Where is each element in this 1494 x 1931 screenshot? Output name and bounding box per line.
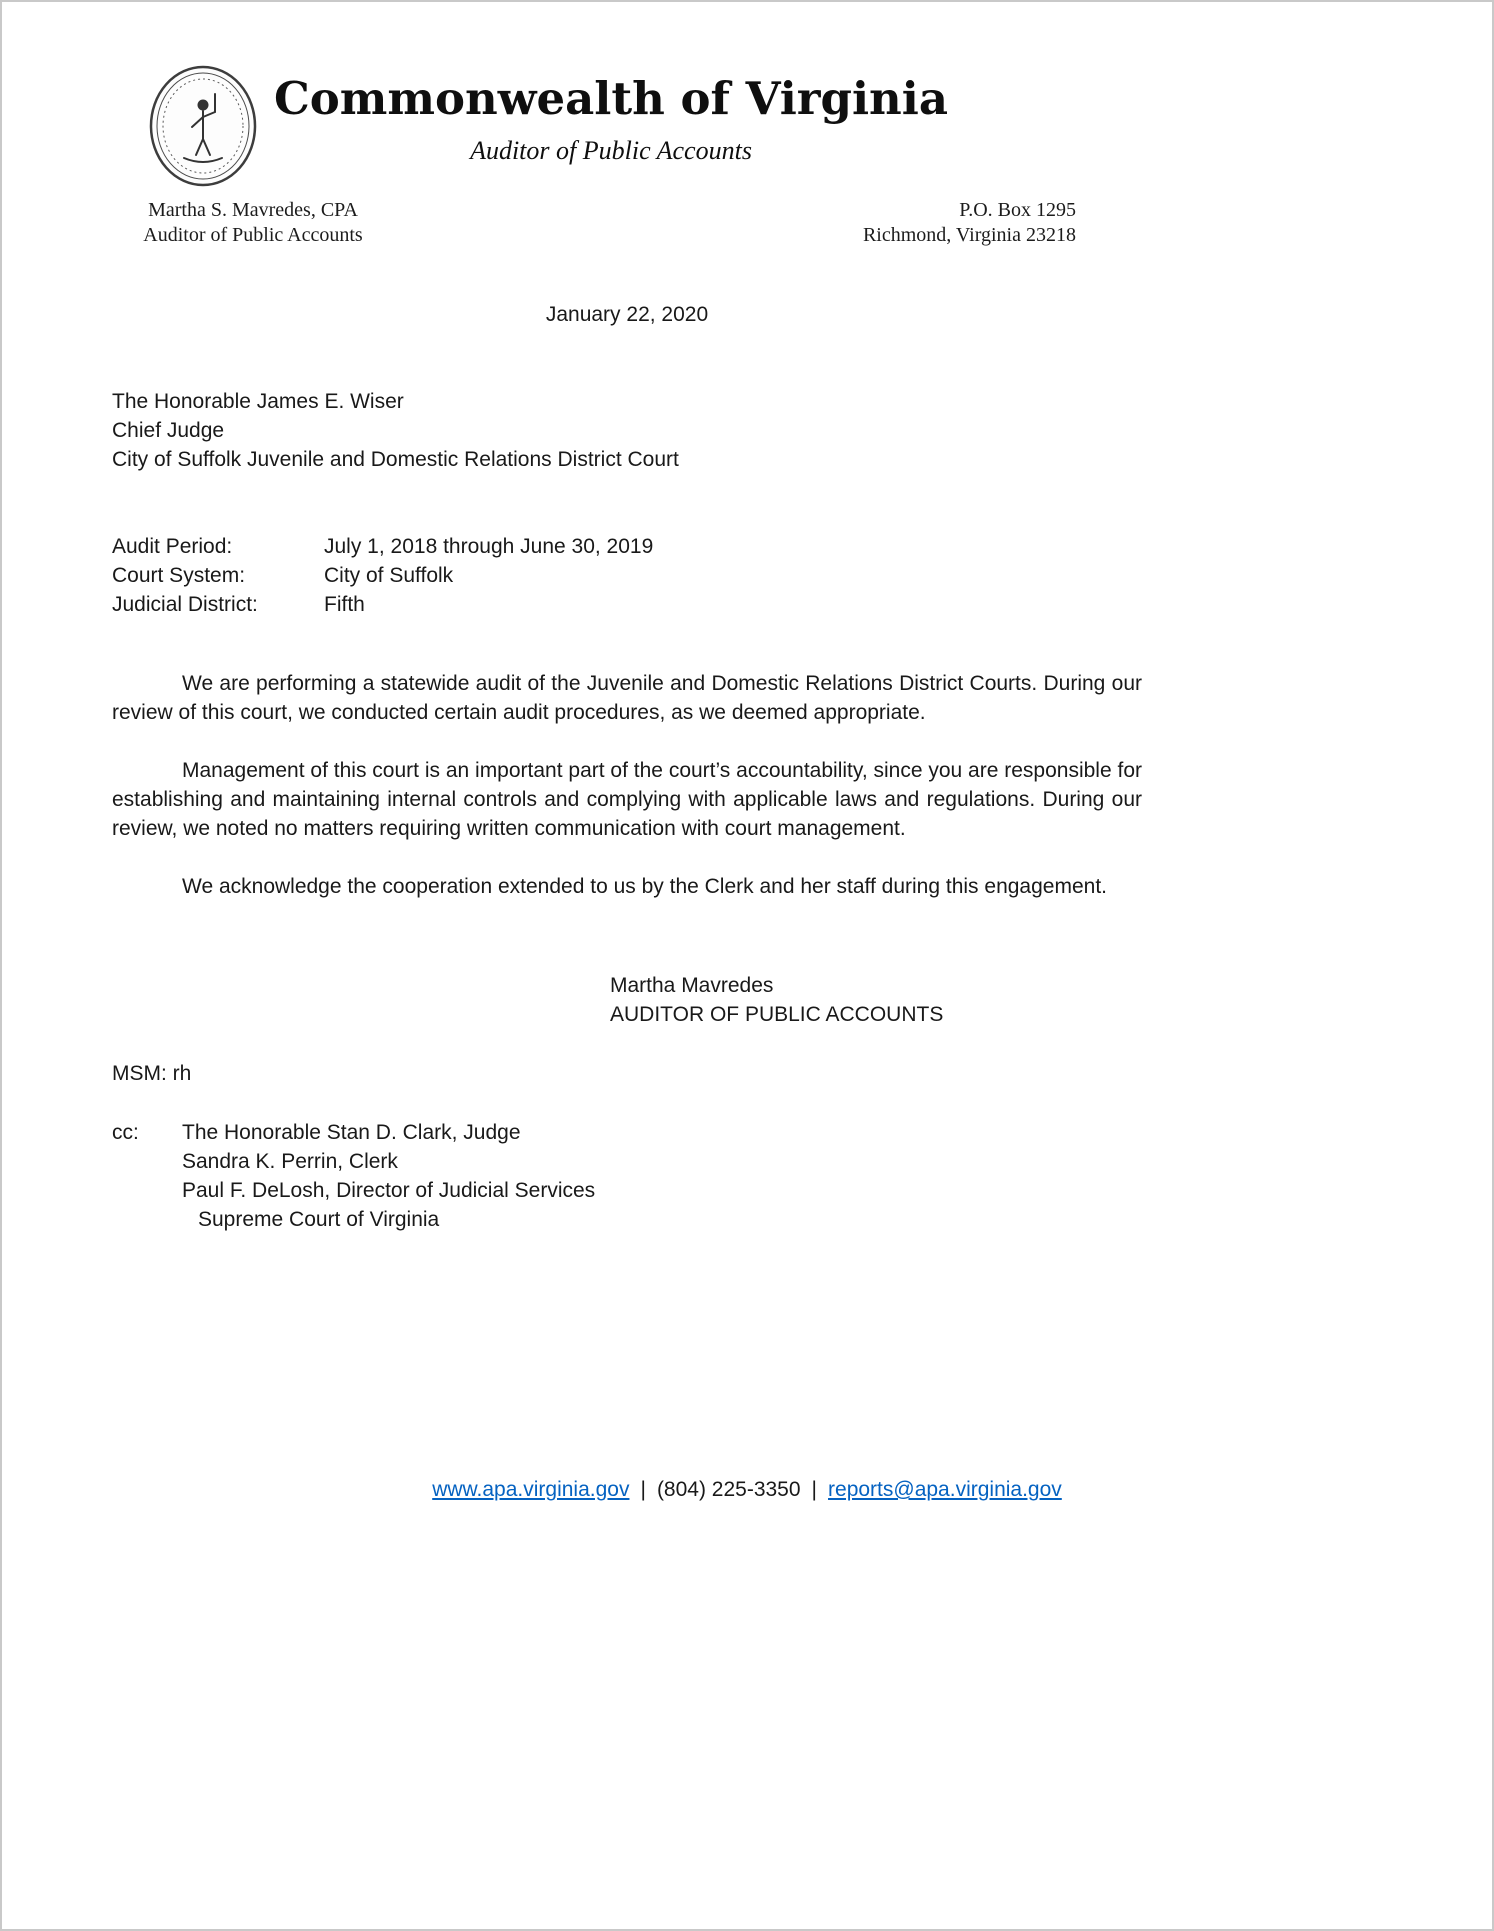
address-line-1: P.O. Box 1295 (959, 199, 1076, 221)
signature-block (610, 971, 1142, 1029)
website-link[interactable]: www.apa.virginia.gov (432, 1478, 630, 1501)
recipient-name: The Honorable James E. Wiser (112, 390, 404, 413)
cc-item: Paul F. DeLosh, Director of Judicial Services (182, 1179, 596, 1202)
cc-items (182, 1118, 595, 1234)
cc-item: The Honorable Stan D. Clark, Judge (182, 1121, 521, 1144)
audit-period-value: July 1, 2018 through June 30, 2019 (324, 535, 654, 558)
official-title: Auditor of Public Accounts (143, 224, 363, 246)
cc-item: Sandra K. Perrin, Clerk (182, 1150, 398, 1173)
footer-separator: | (811, 1478, 818, 1501)
letter-body (112, 669, 1142, 901)
cc-label: cc: (112, 1121, 139, 1144)
body-paragraph-1: We are performing a statewide audit of the Juvenile and Domestic Relations District Courts. During our review of this court, we conducted certain audit procedures, as we deemed appropriate. (112, 672, 1142, 724)
letter-footer (2, 1475, 1492, 1504)
letterhead (2, 2, 1492, 252)
court-system-label: Court System: (112, 564, 246, 587)
recipient-title: Chief Judge (112, 419, 225, 442)
cc-item: Supreme Court of Virginia (198, 1208, 440, 1231)
audit-details (112, 532, 1142, 619)
phone-number: (804) 225-3350 (656, 1478, 801, 1501)
signature-name: Martha Mavredes (610, 974, 774, 997)
body-paragraph-2: Management of this court is an important part of the court’s accountability, since you are responsible for establishing and maintaining internal controls and complying with applicable laws and regulations. During our review, we noted no matters requiring written communication with court management. (112, 759, 1142, 840)
official-contact (92, 198, 414, 248)
office-address (830, 198, 1076, 248)
signature-title: AUDITOR OF PUBLIC ACCOUNTS (610, 1003, 944, 1026)
cc-block (112, 1118, 1142, 1234)
body-paragraph-3: We acknowledge the cooperation extended to us by the Clerk and her staff during this engagement. (182, 875, 1107, 898)
audit-detail-row (112, 532, 1142, 561)
court-system-value: City of Suffolk (324, 564, 454, 587)
email-link[interactable]: reports@apa.virginia.gov (828, 1478, 1062, 1501)
audit-period-label: Audit Period: (112, 535, 233, 558)
official-name: Martha S. Mavredes, CPA (148, 199, 358, 221)
footer-separator: | (640, 1478, 646, 1501)
audit-detail-row (112, 590, 1142, 619)
address-line-2: Richmond, Virginia 23218 (862, 224, 1076, 246)
org-title: Commonwealth of Virginia (273, 72, 949, 125)
reference-initials: MSM: rh (112, 1062, 192, 1085)
audit-detail-row (112, 561, 1142, 590)
judicial-district-value: Fifth (324, 593, 365, 616)
org-subtitle: Auditor of Public Accounts (470, 136, 752, 165)
letter-date: January 22, 2020 (545, 303, 709, 326)
letterhead-titles (2, 74, 1220, 166)
recipient-court: City of Suffolk Juvenile and Domestic Relations District Court (112, 448, 679, 471)
letter-content (112, 300, 1142, 1234)
recipient-block (112, 387, 1142, 474)
judicial-district-label: Judicial District: (112, 593, 258, 616)
